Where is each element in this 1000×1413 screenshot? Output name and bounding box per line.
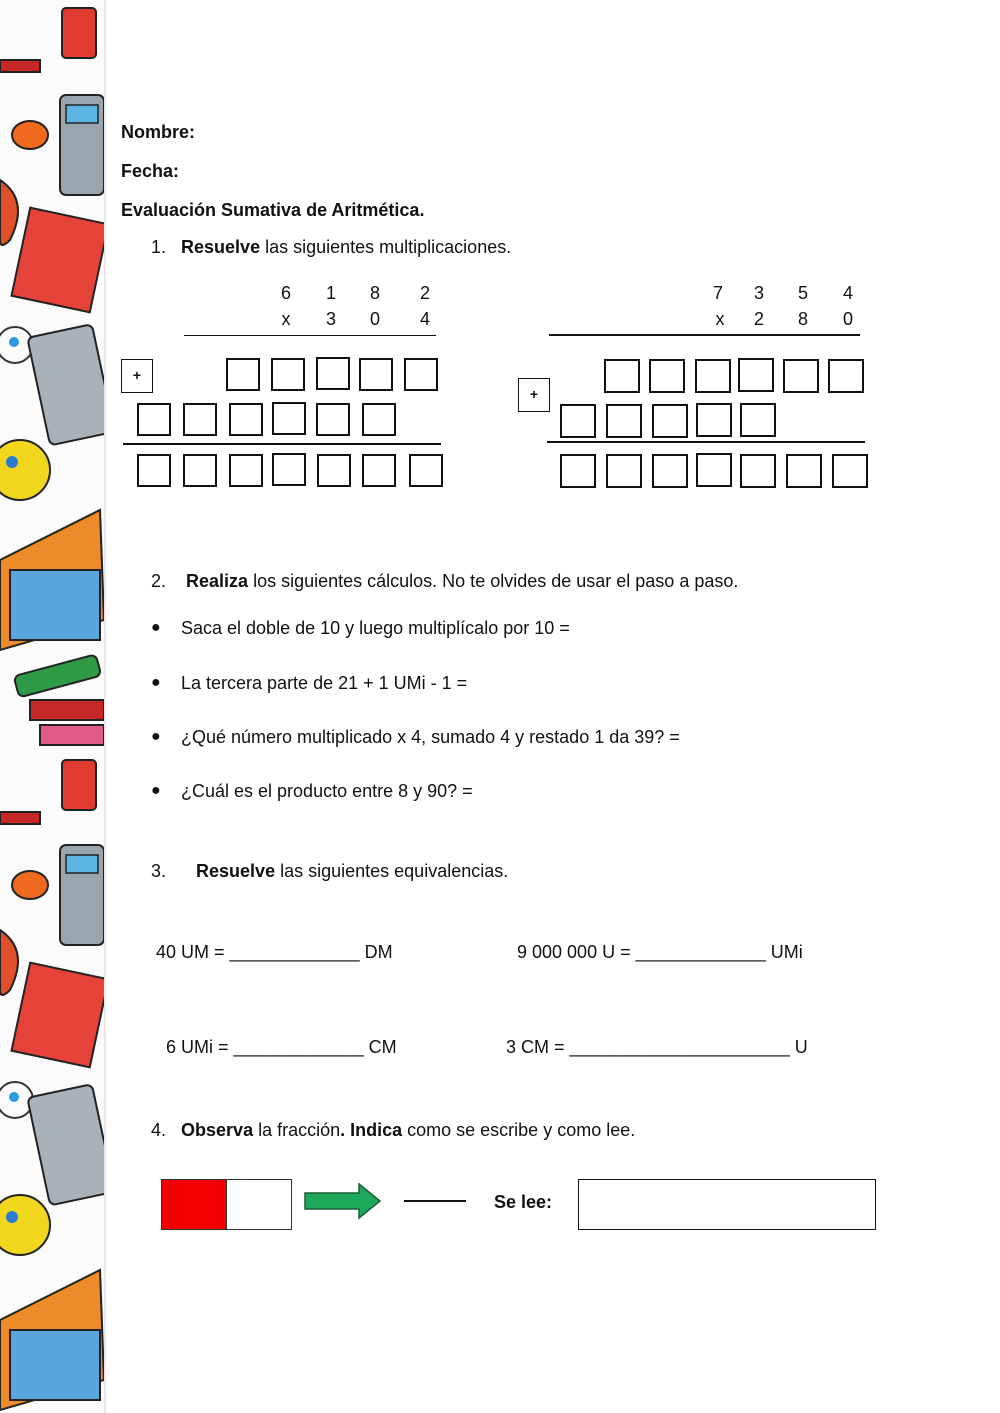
answer-box[interactable] xyxy=(137,403,171,436)
mult2-sum-line xyxy=(547,441,865,443)
mult2-top-digit: 3 xyxy=(753,283,764,303)
answer-box[interactable] xyxy=(404,358,438,391)
answer-box[interactable] xyxy=(832,454,868,488)
question-2 xyxy=(151,571,738,592)
mult2-top-digit: 4 xyxy=(842,283,853,303)
answer-box[interactable] xyxy=(606,404,642,438)
mult2-top-digit: 5 xyxy=(797,283,808,303)
mult1-divider xyxy=(184,335,436,336)
answer-box[interactable] xyxy=(183,403,217,436)
answer-box[interactable] xyxy=(272,453,306,486)
question-text: como se escribe y como lee. xyxy=(402,1120,636,1140)
question-number: 1. xyxy=(151,237,167,257)
mult2-top-digit: 7 xyxy=(712,283,723,303)
equivalence-item[interactable]: 6 UMi = _____________ CM xyxy=(166,1037,397,1057)
fraction-model xyxy=(161,1179,292,1230)
answer-box[interactable] xyxy=(359,358,393,391)
reads-label: Se lee: xyxy=(494,1192,553,1212)
answer-box[interactable] xyxy=(740,403,776,437)
bullet-icon: ● xyxy=(151,728,161,745)
page-title: Evaluación Sumativa de Aritmética. xyxy=(121,200,425,220)
question-text: las siguientes equivalencias. xyxy=(275,861,509,881)
mult1-top-digit: 1 xyxy=(325,283,336,303)
answer-box[interactable] xyxy=(316,357,350,390)
answer-box[interactable] xyxy=(317,454,351,487)
question-text: las siguientes multiplicaciones. xyxy=(260,237,512,257)
answer-box[interactable] xyxy=(229,454,263,487)
mult1-bottom-digit: 4 xyxy=(419,309,430,329)
mult1-bottom-digit: 0 xyxy=(369,309,380,329)
question-number: 3. xyxy=(151,861,167,881)
answer-box[interactable] xyxy=(226,358,260,391)
answer-box[interactable] xyxy=(695,359,731,393)
question-number: 4. xyxy=(151,1120,167,1140)
bullet-icon: ● xyxy=(151,674,161,691)
answer-box[interactable] xyxy=(786,454,822,488)
question-verb: Realiza xyxy=(186,571,249,591)
mult1-top-digit: 6 xyxy=(280,283,291,303)
answer-box[interactable] xyxy=(560,404,596,438)
equivalence-item[interactable]: 40 UM = _____________ DM xyxy=(156,942,393,962)
mult1-top-digit: 8 xyxy=(369,283,380,303)
answer-box[interactable] xyxy=(316,403,350,436)
bullet-icon: ● xyxy=(151,619,161,636)
decorative-border xyxy=(0,0,106,1413)
answer-box[interactable] xyxy=(362,403,396,436)
mult2-bottom-digit: 0 xyxy=(842,309,853,329)
mult1-top-digit: 2 xyxy=(419,283,430,303)
question-4 xyxy=(151,1120,635,1141)
fraction-filled-part xyxy=(162,1180,227,1229)
date-label: Fecha: xyxy=(121,161,180,181)
question-verb: Resuelve xyxy=(181,237,261,257)
reads-answer-field[interactable] xyxy=(578,1179,876,1230)
question-verb: Resuelve xyxy=(196,861,276,881)
list-item: ¿Cuál es el producto entre 8 y 90? = xyxy=(181,781,473,801)
answer-box[interactable] xyxy=(560,454,596,488)
answer-box[interactable] xyxy=(740,454,776,488)
question-number: 2. xyxy=(151,571,167,591)
mult1-sum-line xyxy=(123,443,441,445)
mult2-bottom-digit: x xyxy=(715,309,725,329)
question-3 xyxy=(151,861,508,882)
answer-box[interactable] xyxy=(271,358,305,391)
fraction-empty-part xyxy=(227,1180,291,1229)
question-text: la fracción xyxy=(253,1120,341,1140)
question-verb: Observa xyxy=(181,1120,254,1140)
answer-box[interactable] xyxy=(409,454,443,487)
question-text: los siguientes cálculos. No te olvides de usar el paso a paso. xyxy=(248,571,739,591)
question-verb: . Indica xyxy=(340,1120,403,1140)
answer-box[interactable] xyxy=(362,454,396,487)
plus-sign-box: + xyxy=(121,359,153,393)
mult1-bottom-digit: 3 xyxy=(325,309,336,329)
mult2-divider xyxy=(549,334,860,336)
answer-box[interactable] xyxy=(696,453,732,487)
arrow-right-icon xyxy=(303,1182,383,1220)
answer-box[interactable] xyxy=(649,359,685,393)
list-item: ¿Qué número multiplicado x 4, sumado 4 y restado 1 da 39? = xyxy=(181,727,680,747)
mult1-bottom-digit: x xyxy=(281,309,291,329)
answer-box[interactable] xyxy=(783,359,819,393)
answer-box[interactable] xyxy=(606,454,642,488)
school-doodles-icon xyxy=(0,0,104,1413)
answer-box[interactable] xyxy=(738,358,774,392)
answer-box[interactable] xyxy=(229,403,263,436)
answer-box[interactable] xyxy=(604,359,640,393)
answer-box[interactable] xyxy=(652,454,688,488)
name-label: Nombre: xyxy=(121,122,196,142)
answer-box[interactable] xyxy=(183,454,217,487)
answer-box[interactable] xyxy=(272,402,306,435)
answer-box[interactable] xyxy=(137,454,171,487)
answer-box[interactable] xyxy=(696,403,732,437)
answer-box[interactable] xyxy=(828,359,864,393)
question-1 xyxy=(151,237,511,258)
mult2-bottom-digit: 8 xyxy=(797,309,808,329)
equivalence-item[interactable]: 9 000 000 U = _____________ UMi xyxy=(517,942,803,962)
fraction-blank-line[interactable] xyxy=(404,1200,466,1202)
list-item: Saca el doble de 10 y luego multiplícalo por 10 = xyxy=(181,618,570,638)
bullet-icon: ● xyxy=(151,782,161,799)
answer-box[interactable] xyxy=(652,404,688,438)
mult2-bottom-digit: 2 xyxy=(753,309,764,329)
plus-sign-box: + xyxy=(518,378,550,412)
list-item: La tercera parte de 21 + 1 UMi - 1 = xyxy=(181,673,468,693)
equivalence-item[interactable]: 3 CM = ______________________ U xyxy=(506,1037,808,1057)
